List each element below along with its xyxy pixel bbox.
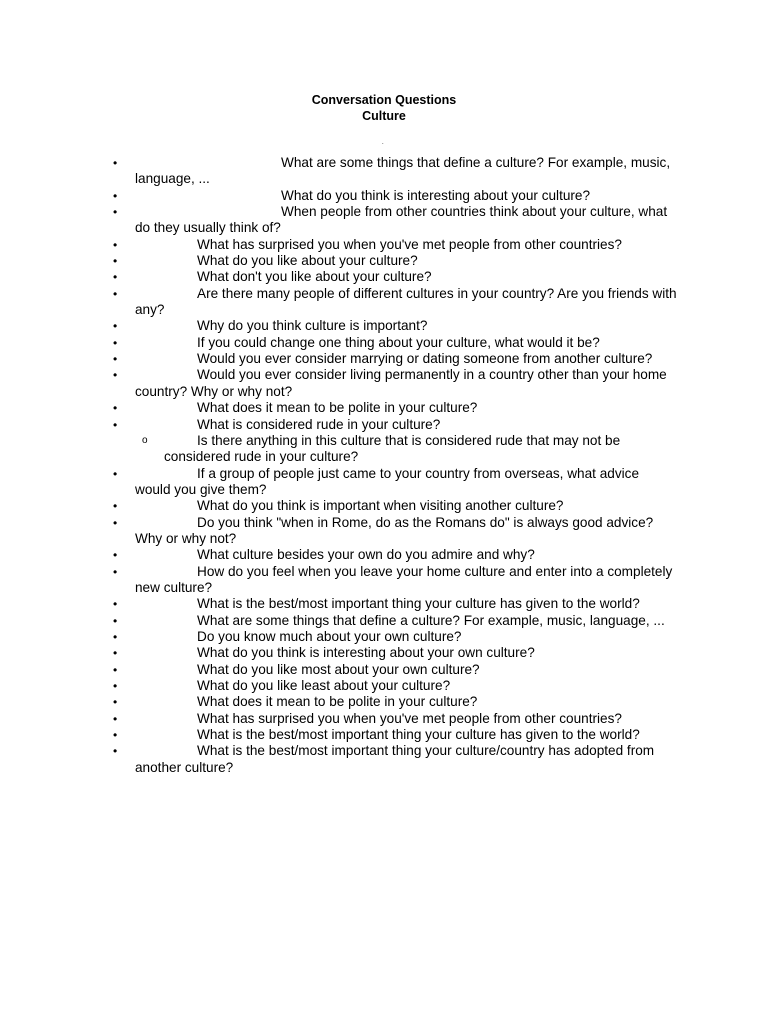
list-item: [0, 678, 768, 694]
list-item: [0, 204, 768, 237]
bullet-icon: •: [113, 629, 118, 644]
list-item: [0, 645, 768, 661]
bullet-icon: •: [113, 613, 118, 628]
question-text: What is considered rude in your culture?: [197, 416, 441, 432]
question-text: What is the best/most important thing your culture has given to the world?: [197, 727, 640, 743]
bullet-icon: •: [113, 466, 118, 481]
bullet-icon: •: [113, 548, 118, 563]
question-list: [0, 155, 768, 776]
question-text: What do you like most about your own culture?: [197, 661, 480, 677]
question-text: Would you ever consider living permanently in a country other than your home country? Why or why not?: [135, 367, 667, 399]
bullet-icon: •: [113, 237, 118, 252]
question-text: If you could change one thing about your culture, what would it be?: [197, 334, 600, 350]
list-item: [0, 662, 768, 678]
question-text: Would you ever consider marrying or dating someone from another culture?: [197, 351, 653, 367]
question-text: Are there many people of different cultures in your country? Are you friends with any?: [135, 285, 677, 318]
bullet-icon: •: [113, 352, 118, 367]
question-text: Why do you think culture is important?: [197, 318, 428, 334]
bullet-icon: •: [113, 515, 118, 530]
question-text: What are some things that define a culture? For example, music, language, ...: [135, 155, 671, 187]
bullet-icon: •: [113, 695, 118, 710]
list-item: [0, 237, 768, 253]
question-text: What are some things that define a culture? For example, music, language, ...: [197, 612, 665, 628]
question-text: Is there anything in this culture that is considered rude that may not be considered rude in your culture?: [164, 432, 621, 465]
list-item: [0, 596, 768, 612]
page-subtitle: Culture: [362, 109, 406, 123]
bullet-icon: •: [113, 499, 118, 514]
bullet-icon: •: [113, 286, 118, 301]
question-text: What does it mean to be polite in your culture?: [197, 694, 478, 710]
list-item: [0, 498, 768, 514]
bullet-icon: •: [113, 254, 118, 269]
bullet-icon: •: [113, 205, 118, 220]
list-item: [0, 564, 768, 597]
sub-list-item: [0, 433, 768, 466]
bullet-icon: •: [113, 597, 118, 612]
list-item: [0, 694, 768, 710]
list-item: [0, 515, 768, 548]
bullet-icon: •: [113, 319, 118, 334]
question-text: What does it mean to be polite in your culture?: [197, 400, 478, 416]
question-text: Do you think "when in Rome, do as the Romans do" is always good advice? Why or why not?: [135, 514, 654, 546]
stray-mark: .: [382, 140, 384, 146]
question-text: What is the best/most important thing your culture has given to the world?: [197, 596, 640, 612]
question-text: When people from other countries think about your culture, what do they usually think of?: [135, 204, 668, 236]
question-text: What has surprised you when you've met people from other countries?: [197, 236, 622, 252]
list-item: [0, 547, 768, 563]
list-item: [0, 711, 768, 727]
bullet-icon: •: [113, 728, 118, 743]
bullet-icon: •: [113, 401, 118, 416]
question-text: What do you like about your culture?: [197, 253, 418, 269]
bullet-icon: •: [113, 711, 118, 726]
bullet-icon: •: [113, 188, 118, 203]
list-item: [0, 269, 768, 285]
bullet-icon: •: [113, 646, 118, 661]
list-item: [0, 400, 768, 416]
list-item: [0, 727, 768, 743]
question-text: If a group of people just came to your country from overseas, what advice would you give them?: [135, 465, 640, 497]
question-text: Do you know much about your own culture?: [197, 628, 462, 644]
list-item: [0, 286, 768, 319]
question-text: What do you like least about your culture?: [197, 678, 451, 693]
list-item: [0, 613, 768, 629]
question-text: What don't you like about your culture?: [197, 269, 432, 285]
bullet-icon: •: [113, 417, 118, 432]
bullet-icon: •: [113, 564, 118, 579]
bullet-icon: •: [113, 744, 118, 759]
list-item: [0, 188, 768, 204]
question-text: What do you think is interesting about your culture?: [281, 187, 591, 203]
bullet-icon: •: [113, 662, 118, 677]
question-text: What has surprised you when you've met people from other countries?: [197, 710, 622, 726]
list-item: [0, 466, 768, 499]
bullet-icon: •: [113, 679, 118, 693]
list-item: [0, 351, 768, 367]
question-text: What is the best/most important thing your culture/country has adopted from another culture?: [135, 743, 655, 775]
question-text: What culture besides your own do you admire and why?: [197, 547, 535, 563]
question-text: How do you feel when you leave your home culture and enter into a completely new culture?: [135, 563, 673, 595]
list-item: [0, 155, 768, 188]
list-item: [0, 335, 768, 351]
bullet-icon: •: [113, 270, 118, 285]
question-text: What do you think is important when visiting another culture?: [197, 498, 564, 514]
list-item: [0, 417, 768, 433]
list-item: [0, 318, 768, 334]
bullet-icon: •: [113, 335, 118, 350]
list-item: [0, 367, 768, 400]
sub-bullet-icon: o: [142, 434, 148, 446]
list-item: [0, 743, 768, 776]
question-text: What do you think is interesting about your own culture?: [197, 645, 535, 661]
list-item: [0, 629, 768, 645]
bullet-icon: •: [113, 156, 118, 170]
list-item: [0, 253, 768, 269]
bullet-icon: •: [113, 368, 118, 383]
page-title: Conversation Questions: [311, 93, 457, 107]
